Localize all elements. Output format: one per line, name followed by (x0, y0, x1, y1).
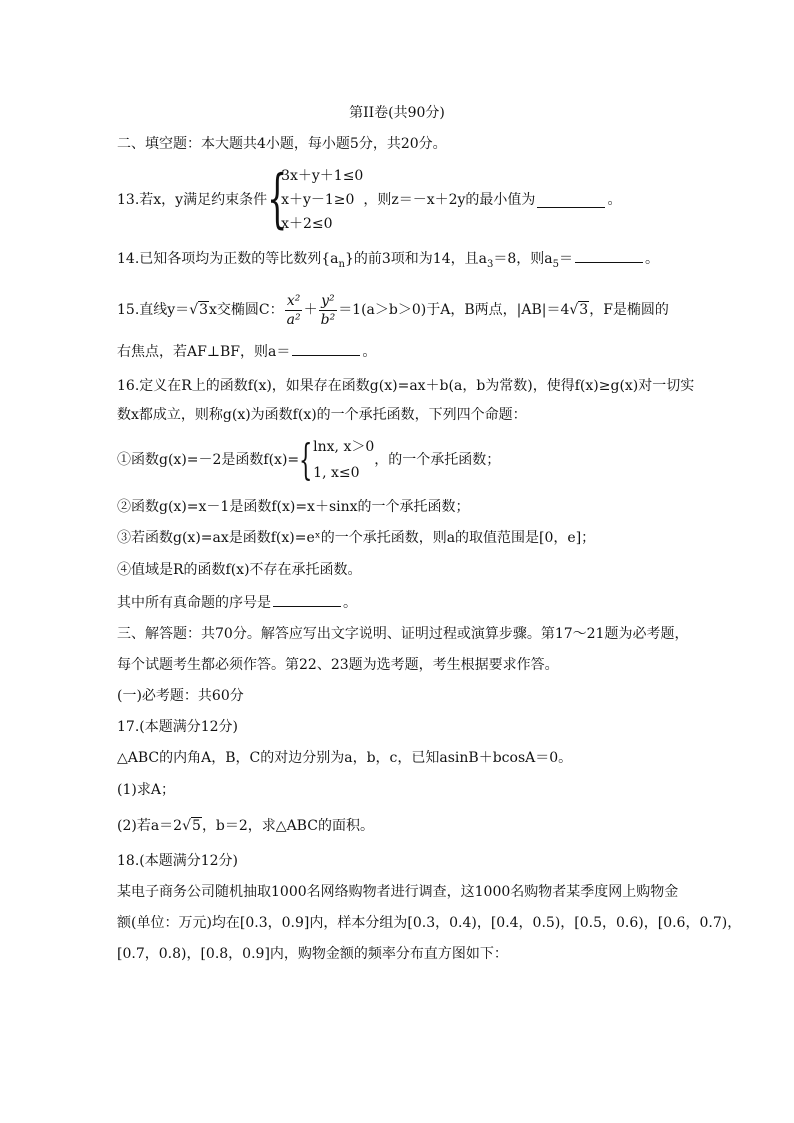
constraint-1: 3x＋y＋1≤0 (281, 168, 364, 184)
numerator: x² (286, 292, 301, 309)
question-15-line2 (117, 341, 376, 362)
numerator: y² (321, 292, 335, 309)
left-brace: { (299, 435, 313, 484)
q13-prefix: 13.若x，y满足约束条件 (117, 192, 268, 208)
piecewise-rows (313, 437, 374, 483)
sqrt-3: √3 (189, 302, 209, 318)
q16-end: 。 (343, 595, 357, 611)
question-16-line1: 16.定义在R上的函数f(x)，如果存在函数g(x)=ax＋b(a，b为常数)，使得f(x)≥g(x)对一切实 (117, 378, 695, 394)
q17-stem: △ABC的内角A，B，C的对边分别为a，b，c，已知asinB＋bcosA＝0。 (117, 750, 573, 766)
q15-part2: x交椭圆C： (209, 302, 284, 318)
radicand: 5 (192, 818, 201, 834)
case-2: 1, x≤0 (313, 465, 360, 481)
answer-blank (575, 248, 643, 263)
q14-text3: ＝8，则a (493, 251, 553, 267)
q18-line2: 额(单位：万元)均在[0.3，0.9]内，样本分组为[0.3，0.4)，[0.4，0.5)，[0.5，0.6)，[0.6，0.7)， (117, 915, 742, 931)
q14-text4: ＝ (558, 251, 573, 267)
q13-end: 。 (607, 192, 622, 208)
section-title: 第II卷(共90分) (349, 105, 445, 121)
fill-in-heading: 二、填空题：本大题共4小题，每小题5分，共20分。 (117, 136, 447, 152)
answer-blank (292, 341, 360, 356)
q16-item-1 (117, 436, 500, 484)
section3-line1: 三、解答题：共70分。解答应写出文字说明、证明过程或演算步骤。第17～21题为必考题， (117, 626, 689, 642)
q16-item-4: ④值域是R的函数f(x)不存在承托函数。 (117, 562, 362, 578)
q14-sub-3: 3 (486, 258, 494, 270)
answer-blank (273, 592, 341, 607)
constraint-system (267, 164, 363, 236)
q18-head: 18.(本题满分12分) (117, 853, 239, 869)
denominator: b² (320, 311, 336, 328)
question-15 (117, 290, 669, 330)
q14-sub-n: n (338, 258, 345, 270)
q16-ask-text: 其中所有真命题的序号是 (117, 595, 271, 611)
q17-part1: (1)求A； (117, 782, 175, 798)
required-heading: (一)必考题：共60分 (117, 688, 244, 704)
q14-text: 14.已知各项均为正数的等比数列{a (117, 251, 339, 267)
q17-head: 17.(本题满分12分) (117, 719, 239, 735)
q18-line3: [0.7，0.8)，[0.8，0.9]内，购物金额的频率分布直方图如下： (117, 946, 508, 962)
q17-part2 (117, 816, 374, 836)
q15-part4: ，F是椭圆的 (589, 302, 669, 318)
q18-line1: 某电子商务公司随机抽取1000名网络购物者进行调查，这1000名购物者某季度网上购物金 (117, 884, 679, 900)
constraint-2: x＋y－1≥0 (281, 192, 355, 208)
q16-item-3: ③若函数g(x)=ax是函数f(x)=eˣ的一个承托函数，则a的取值范围是[0，e]； (117, 530, 596, 546)
question-16-line2: 数x都成立，则称g(x)为函数f(x)的一个承托函数，下列四个命题： (117, 407, 527, 423)
q14-end: 。 (644, 251, 659, 267)
q15-end: 。 (362, 344, 377, 360)
constraint-rows (281, 164, 363, 236)
q16-ask (117, 592, 357, 613)
radicand: 3 (579, 302, 589, 318)
sqrt-3b: √3 (569, 302, 589, 318)
constraint-3: x＋2≤0 (281, 216, 333, 232)
part2-a: (2)若a＝2 (117, 818, 183, 834)
fraction-y (319, 292, 338, 329)
radicand: 3 (199, 302, 209, 318)
answer-blank (537, 193, 605, 208)
q15-part1: 15.直线y＝ (117, 302, 190, 318)
sqrt-5: √5 (182, 818, 201, 834)
section3-line2: 每个试题考生都必须作答。第22、23题为选考题，考生根据要求作答。 (117, 657, 559, 673)
question-14 (117, 248, 659, 275)
q16-item-2: ②函数g(x)=x－1是函数f(x)=x＋sinx的一个承托函数； (117, 499, 470, 515)
case-1: lnx, x＞0 (313, 439, 375, 455)
q13-suffix: ，则z＝－x＋2y的最小值为 (363, 192, 536, 208)
item1-suffix: ，的一个承托函数； (374, 452, 501, 468)
fraction-x (285, 292, 303, 329)
question-13 (117, 162, 622, 236)
piecewise-function (299, 437, 374, 483)
q14-text2: }的前3项和为14，且a (344, 251, 487, 267)
q15-line2-text: 右焦点，若AF⊥BF，则a＝ (117, 344, 291, 360)
q14-sub-5: 5 (552, 258, 559, 270)
q15-part3: ＝1(a＞b＞0)于A，B两点，|AB|＝4 (338, 302, 570, 318)
part2-b: ，b＝2，求△ABC的面积。 (201, 818, 374, 834)
left-brace: { (267, 162, 288, 236)
denominator: a² (286, 311, 301, 328)
plus-sign: ＋ (303, 302, 318, 318)
item1-prefix: ①函数g(x)=－2是函数f(x)= (117, 452, 300, 468)
